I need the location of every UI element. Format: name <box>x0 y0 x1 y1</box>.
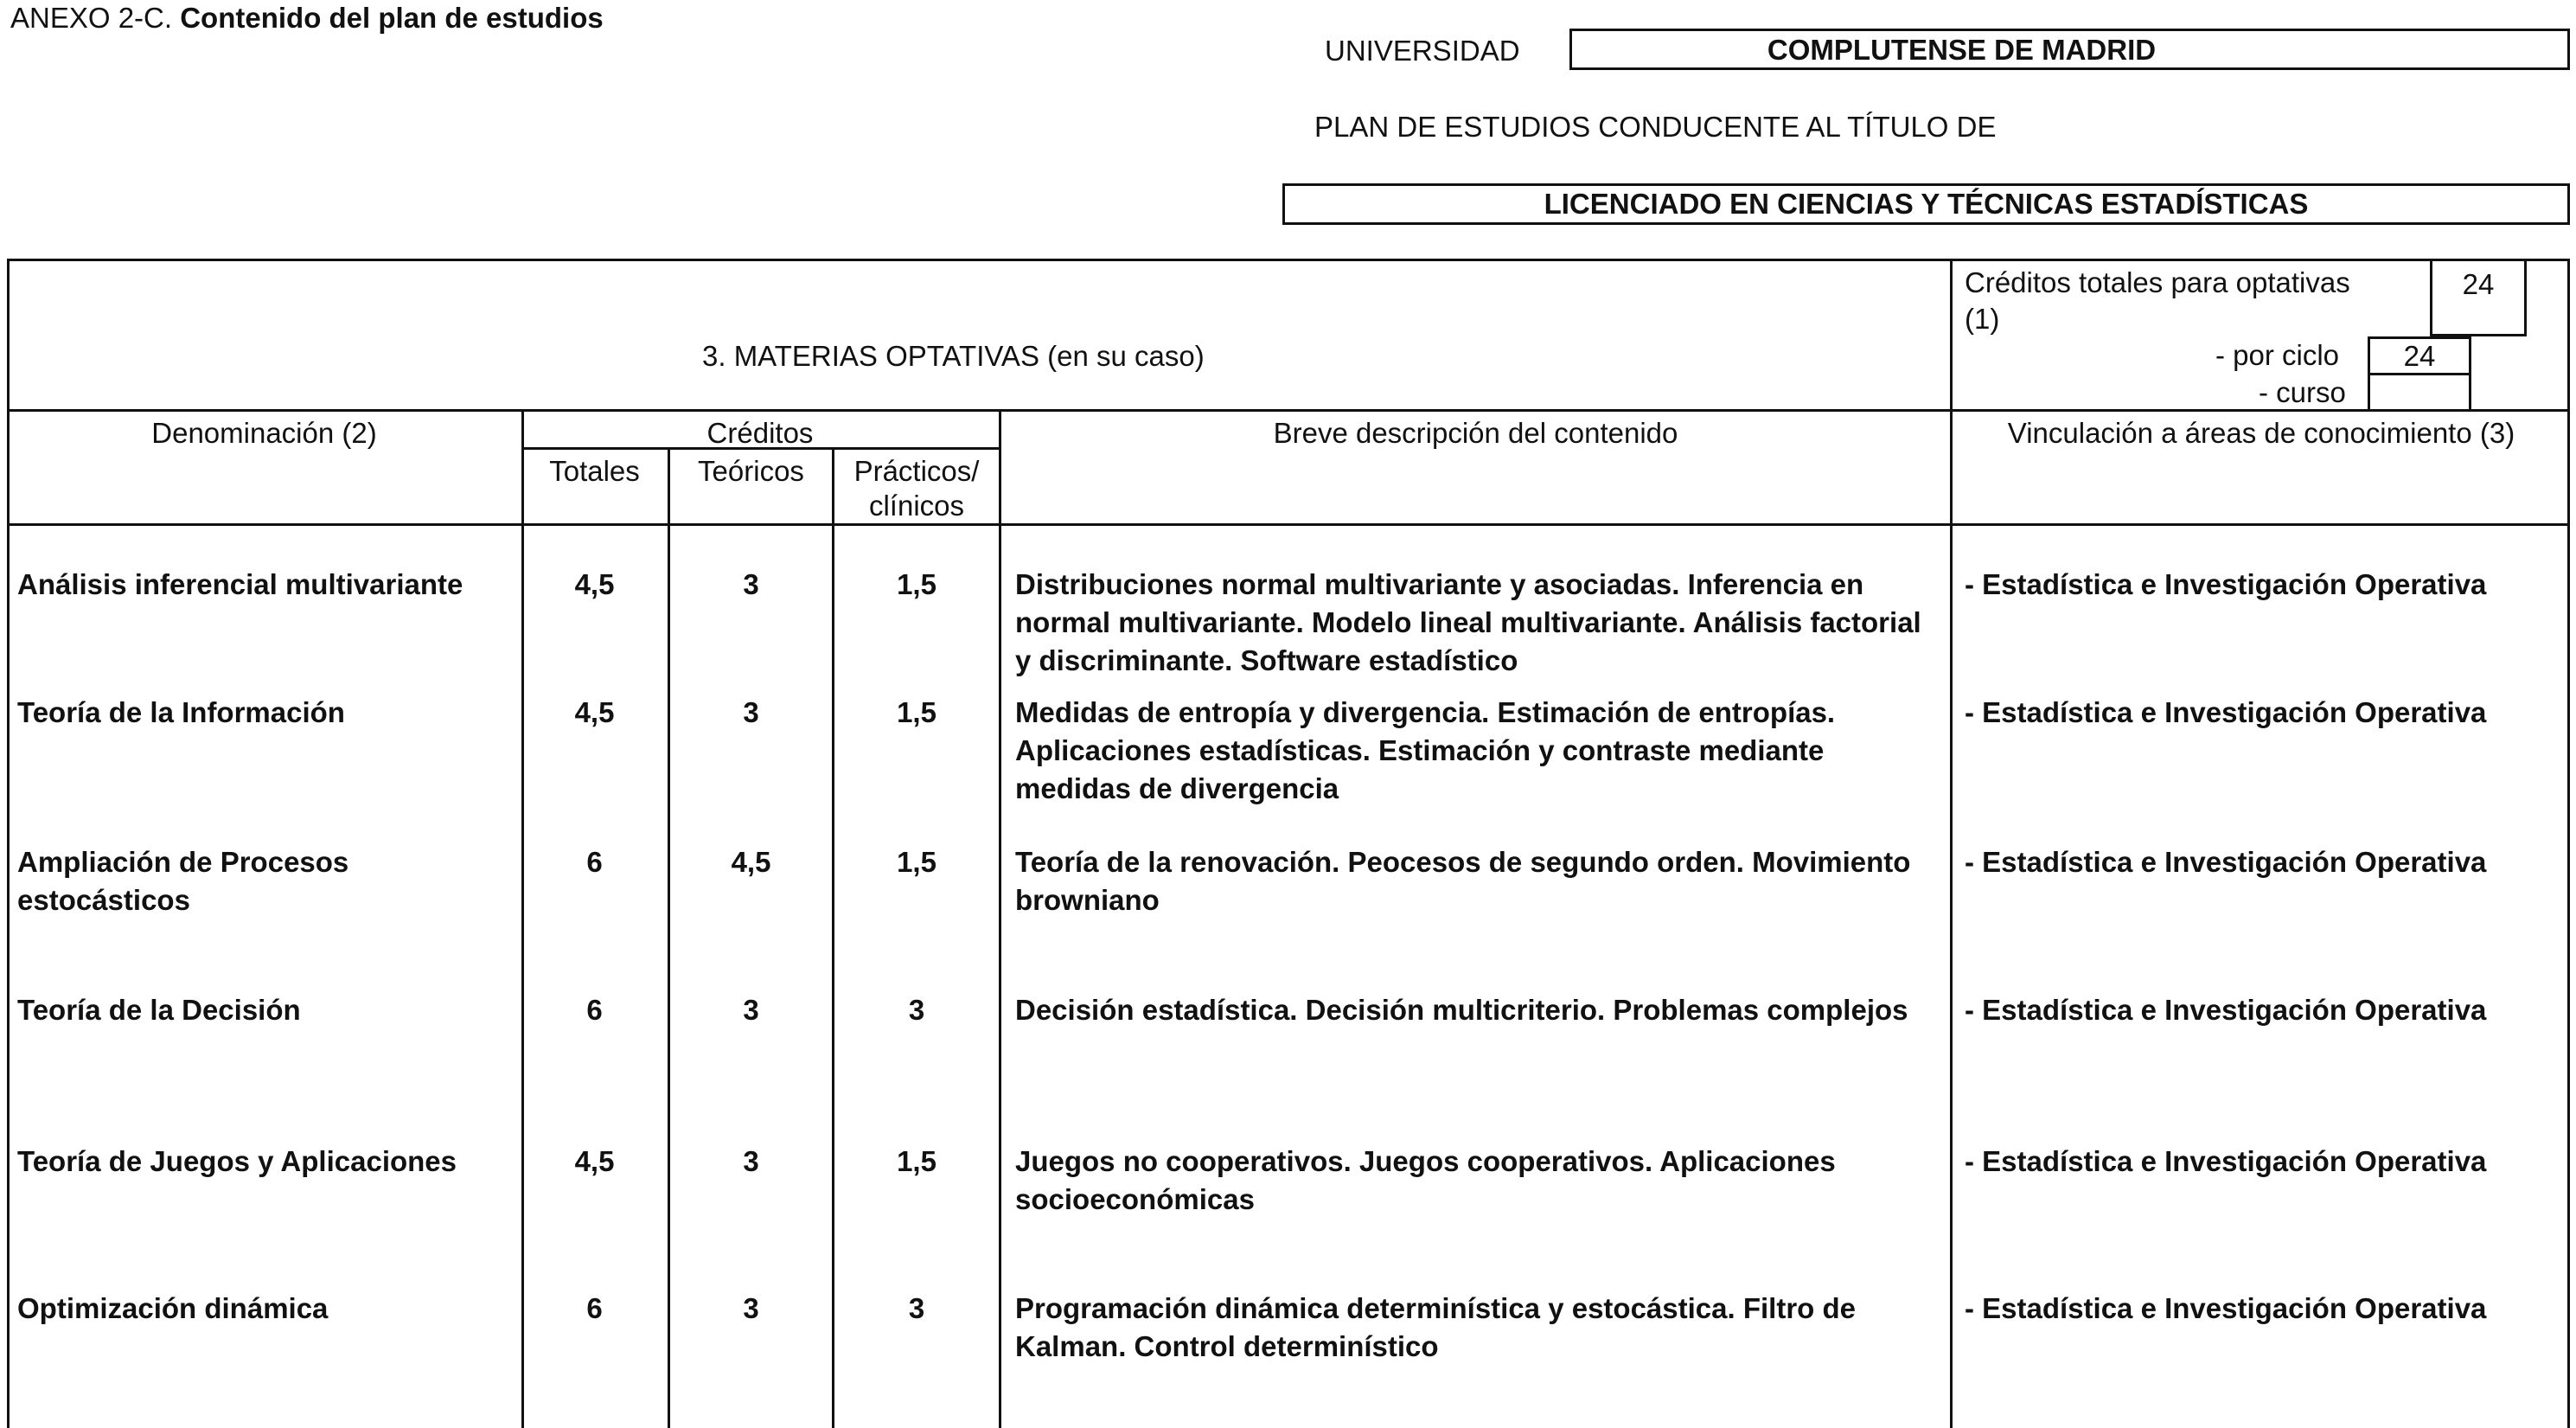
total-optional-credits-label: Créditos totales para optativas (1) <box>1965 266 2350 335</box>
row-total-credits: 6 <box>586 994 603 1026</box>
row-theory-credits: 3 <box>743 994 759 1026</box>
row-name: Teoría de la Decisión <box>17 994 301 1026</box>
per-course-box <box>2368 373 2471 412</box>
row-name: Análisis inferencial multivariante <box>17 568 463 600</box>
row-theory-credits: 3 <box>743 1145 759 1177</box>
table-body-divider <box>7 523 2570 526</box>
column-header-name: Denominación (2) <box>151 417 377 449</box>
total-column-divider <box>521 409 524 1428</box>
university-field <box>1569 29 2570 70</box>
row-knowledge-area: - Estadística e Investigación Operativa <box>1965 1145 2487 1177</box>
table-header-divider <box>7 409 2570 412</box>
plan-label: PLAN DE ESTUDIOS CONDUCENTE AL TÍTULO DE <box>1314 111 1997 143</box>
row-theory-credits: 4,5 <box>731 846 771 878</box>
column-header-practice: Prácticos/ clínicos <box>853 455 980 522</box>
row-name: Teoría de la Información <box>17 696 345 728</box>
row-total-credits: 4,5 <box>574 696 615 728</box>
row-description: Decisión estadística. Decisión multicriterio. Problemas complejos <box>1015 994 1908 1026</box>
row-theory-credits: 3 <box>743 696 759 728</box>
row-description: Teoría de la renovación. Peocesos de segundo orden. Movimiento browniano <box>1015 846 1911 916</box>
university-name: COMPLUTENSE DE MADRID <box>1767 34 2157 66</box>
row-knowledge-area: - Estadística e Investigación Operativa <box>1965 846 2487 878</box>
total-optional-credits-box <box>2430 259 2527 336</box>
row-total-credits: 6 <box>586 1292 603 1324</box>
column-header-area: Vinculación a áreas de conocimiento (3) <box>2007 417 2515 449</box>
row-name: Teoría de Juegos y Aplicaciones <box>17 1145 457 1177</box>
description-column-divider <box>999 409 1001 1428</box>
degree-field <box>1282 183 2570 225</box>
row-description: Programación dinámica determinística y estocástica. Filtro de Kalman. Control determinístico <box>1015 1292 1857 1362</box>
per-cycle-box <box>2368 336 2471 375</box>
degree-name: LICENCIADO EN CIENCIAS Y TÉCNICAS ESTADÍSTICAS <box>1544 188 2309 220</box>
row-knowledge-area: - Estadística e Investigación Operativa <box>1965 994 2487 1026</box>
row-description: Distribuciones normal multivariante y asociadas. Inferencia en normal multivariante. Modelo lineal multivariante. Análisis factorial y discriminante. Software estadístico <box>1015 568 1921 676</box>
column-header-total: Totales <box>549 455 640 487</box>
row-practice-credits: 3 <box>908 994 925 1026</box>
row-knowledge-area: - Estadística e Investigación Operativa <box>1965 568 2487 600</box>
row-knowledge-area: - Estadística e Investigación Operativa <box>1965 1292 2487 1324</box>
row-description: Medidas de entropía y divergencia. Estimación de entropías. Aplicaciones estadísticas. Estimación y contraste mediante medidas de divergencia <box>1015 696 1836 804</box>
row-practice-credits: 3 <box>908 1292 925 1324</box>
per-cycle-label: - por ciclo <box>2215 339 2340 371</box>
row-theory-credits: 3 <box>743 568 759 600</box>
row-practice-credits: 1,5 <box>897 1145 936 1177</box>
row-name: Ampliación de Procesos estocásticos <box>17 846 349 916</box>
column-header-description: Breve descripción del contenido <box>1273 417 1678 449</box>
annex-title: Contenido del plan de estudios <box>180 2 604 34</box>
row-total-credits: 6 <box>586 846 603 878</box>
row-practice-credits: 1,5 <box>897 568 936 600</box>
total-optional-credits-value: 24 <box>2462 268 2495 300</box>
column-header-theory: Teóricos <box>698 455 804 487</box>
row-theory-credits: 3 <box>743 1292 759 1324</box>
annex-prefix: ANEXO 2-C. <box>10 2 173 34</box>
row-name: Optimización dinámica <box>17 1292 329 1324</box>
row-knowledge-area: - Estadística e Investigación Operativa <box>1965 696 2487 728</box>
section-title: 3. MATERIAS OPTATIVAS (en su caso) <box>702 340 1205 372</box>
university-label: UNIVERSIDAD <box>1325 35 1520 67</box>
row-practice-credits: 1,5 <box>897 696 936 728</box>
row-description: Juegos no cooperativos. Juegos cooperativos. Aplicaciones socioeconómicas <box>1015 1145 1836 1215</box>
row-practice-credits: 1,5 <box>897 846 936 878</box>
per-course-label: - curso <box>2259 376 2346 408</box>
annex-heading <box>10 2 604 35</box>
row-total-credits: 4,5 <box>574 1145 615 1177</box>
per-cycle-value: 24 <box>2403 340 2436 372</box>
column-header-credits: Créditos <box>706 417 814 449</box>
row-total-credits: 4,5 <box>574 568 615 600</box>
